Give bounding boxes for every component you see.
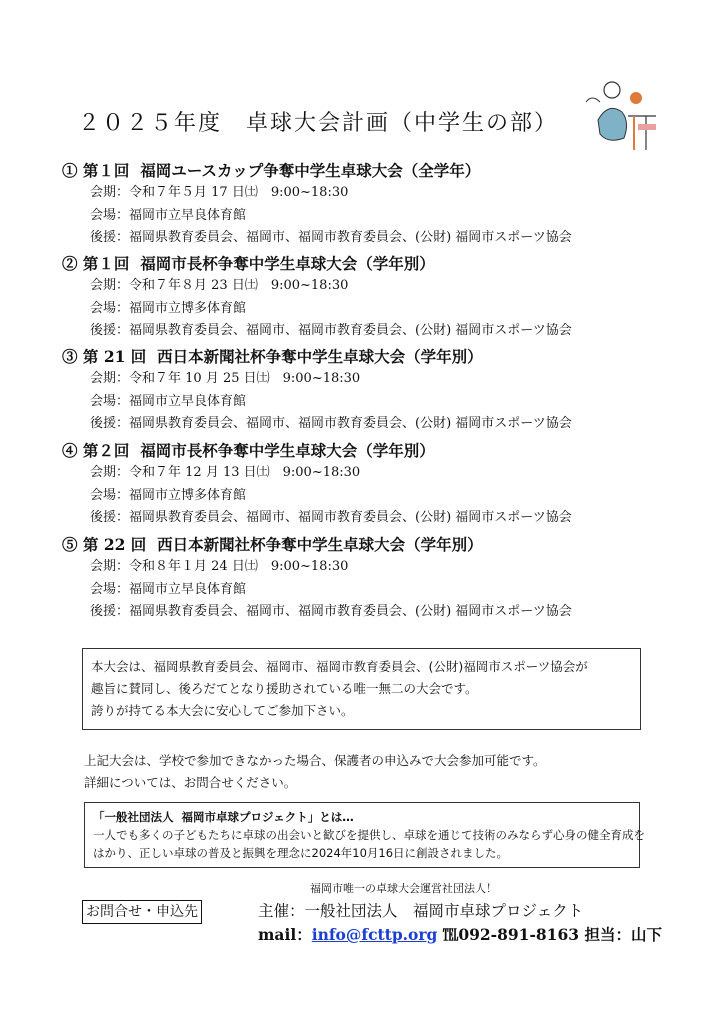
contact-line xyxy=(258,924,662,946)
participation-note xyxy=(84,750,546,794)
event-venue: 会場：福岡市立博多体育館 xyxy=(90,487,247,503)
about-box xyxy=(84,802,645,868)
event-heading: ② 第１回 福岡市長杯争奪中学生卓球大会（学年別） xyxy=(62,254,435,273)
event-item xyxy=(62,534,572,624)
contact-person: 担当：山下 xyxy=(584,925,662,944)
organizer: 主催：一般社団法人 福岡市卓球プロジェクト xyxy=(258,902,584,920)
notice-line: 誇りが持てる本大会に安心してご参加下さい。 xyxy=(91,703,354,718)
event-date: 会期：令和７年 12 月 13 日㈯ 9:00~18:30 xyxy=(90,465,361,480)
mail-label: mail： xyxy=(258,925,312,944)
contact-label: お問合せ・申込先 xyxy=(82,900,202,924)
event-venue: 会場：福岡市立早良体育館 xyxy=(90,581,247,597)
email-link[interactable]: info@fcttp.org xyxy=(311,925,438,944)
note-line: 詳細については、お問合せください。 xyxy=(84,775,297,790)
event-item xyxy=(62,253,572,343)
event-item xyxy=(62,160,572,250)
event-sponsor: 後援：福岡県教育委員会、福岡市、福岡市教育委員会、(公財) 福岡市スポーツ協会 xyxy=(90,604,572,619)
event-sponsor: 後援：福岡県教育委員会、福岡市、福岡市教育委員会、(公財) 福岡市スポーツ協会 xyxy=(90,510,572,525)
event-venue: 会場：福岡市立早良体育館 xyxy=(90,393,247,409)
about-line: はかり、正しい卓球の普及と振興を理念に2024年10月16日に創設されました。 xyxy=(93,846,509,860)
event-heading: ⑤ 第 22 回 西日本新聞社杯争奪中学生卓球大会（学年別） xyxy=(62,535,483,554)
notice-line: 趣旨に賛同し、後ろだてとなり援助されている唯一無二の大会です。 xyxy=(91,681,478,696)
event-venue: 会場：福岡市立早良体育館 xyxy=(90,207,247,223)
note-line: 上記大会は、学校で参加できなかった場合、保護者の申込みで大会参加可能です。 xyxy=(84,753,546,768)
event-heading: ④ 第２回 福岡市長杯争奪中学生卓球大会（学年別） xyxy=(62,441,435,460)
event-date: 会期：令和８年１月 24 日㈯ 9:00~18:30 xyxy=(90,559,349,574)
event-date: 会期：令和７年５月 17 日㈯ 9:00~18:30 xyxy=(90,185,349,200)
event-heading: ③ 第 21 回 西日本新聞社杯争奪中学生卓球大会（学年別） xyxy=(62,347,483,366)
phone-number: ℡092-891-8163 xyxy=(442,925,580,944)
event-date: 会期：令和７年８月 23 日㈯ 9:00~18:30 xyxy=(90,278,349,293)
event-date: 会期：令和７年 10 月 25 日㈯ 9:00~18:30 xyxy=(90,371,361,386)
event-item xyxy=(62,346,572,436)
event-sponsor: 後援：福岡県教育委員会、福岡市、福岡市教育委員会、(公財) 福岡市スポーツ協会 xyxy=(90,230,572,245)
event-venue: 会場：福岡市立博多体育館 xyxy=(90,300,247,316)
about-heading: 「一般社団法人 福岡市卓球プロジェクト」とは… xyxy=(93,810,354,824)
event-heading: ① 第１回 福岡ユースカップ争奪中学生卓球大会（全学年） xyxy=(62,161,481,180)
notice-line: 本大会は、福岡県教育委員会、福岡市、福岡市教育委員会、(公財)福岡市スポーツ協会が xyxy=(91,659,588,674)
event-sponsor: 後援：福岡県教育委員会、福岡市、福岡市教育委員会、(公財) 福岡市スポーツ協会 xyxy=(90,416,572,431)
table-tennis-illustration xyxy=(578,72,658,152)
page-title: ２０２５年度 卓球大会計画（中学生の部） xyxy=(78,111,559,136)
tagline: 福岡市唯一の卓球大会運営社団法人！ xyxy=(310,882,497,895)
event-item xyxy=(62,440,572,530)
event-sponsor: 後援：福岡県教育委員会、福岡市、福岡市教育委員会、(公財) 福岡市スポーツ協会 xyxy=(90,323,572,338)
about-line: 一人でも多くの子どもたちに卓球の出会いと歓びを提供し、卓球を通じて技術のみならず心身の健全育成を xyxy=(93,828,645,842)
notice-box xyxy=(82,648,641,730)
